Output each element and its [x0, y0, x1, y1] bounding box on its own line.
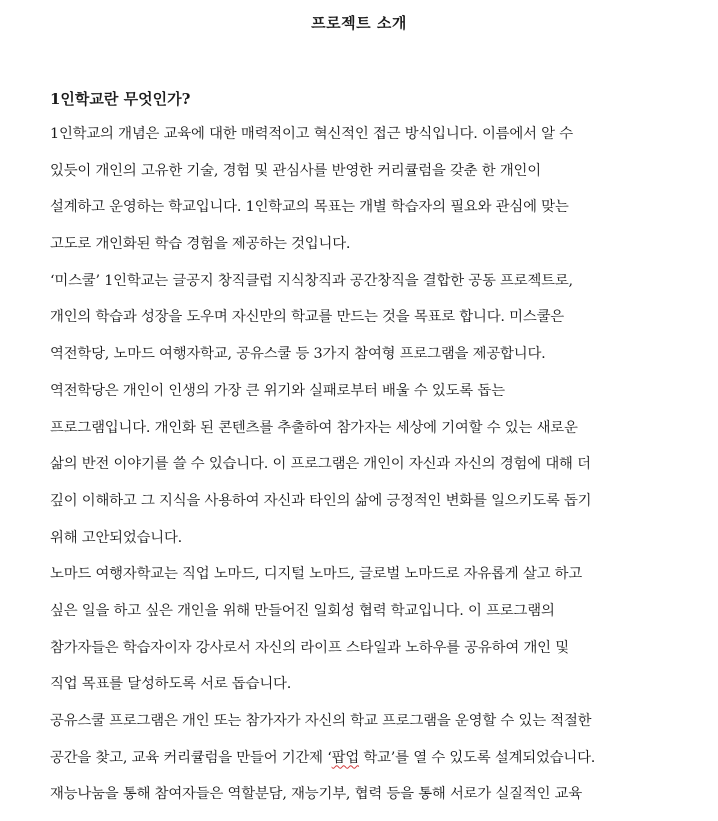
body-text [50, 124, 690, 821]
text-line: 있듯이 개인의 고유한 기술, 경험 및 관심사를 반영한 커리큘럼을 갖춘 한 개인이 [50, 162, 541, 179]
text-line: 참가자들은 학습자이자 강사로서 자신의 라이프 스타일과 노하우를 공유하여 개인 및 [50, 639, 569, 656]
text-line: 위해 고안되었습니다. [50, 529, 183, 546]
section-heading: 1인학교란 무엇인가? [50, 90, 191, 108]
text-line: 깊이 이해하고 그 지식을 사용하여 자신과 타인의 삶에 긍정적인 변화를 일으키도록 돕기 [50, 492, 592, 509]
text-line: 싶은 일을 하고 싶은 개인을 위해 만들어진 일회성 협력 학교입니다. 이 프로그램의 [50, 602, 555, 619]
text-line: 역전학당, 노마드 여행자학교, 공유스쿨 등 3가지 참여형 프로그램을 제공합니다. [50, 346, 546, 363]
text-line: ‘미스쿨’ 1인학교는 글공지 창직클럽 지식창직과 공간창직을 결합한 공동 프로젝트로, [50, 272, 573, 289]
text-line-with-spellcheck [50, 748, 690, 785]
text-segment: 공간을 찾고, 교육 커리큘럼을 만들어 기간제 ‘ [50, 749, 332, 766]
document-title: 프로젝트 소개 [311, 14, 407, 32]
spellcheck-flagged-word[interactable]: 팝업 [331, 749, 360, 766]
text-segment: 학교’를 열 수 있도록 설계되었습니다. [359, 749, 596, 766]
text-line: 프로그램입니다. 개인화 된 콘텐츠를 추출하여 참가자는 세상에 기여할 수 있는 새로운 [50, 419, 578, 436]
text-line: 공유스쿨 프로그램은 개인 또는 참가자가 자신의 학교 프로그램을 운영할 수 있는 적절한 [50, 713, 592, 729]
text-line: 1인학교의 개념은 교육에 대한 매력적이고 혁신적인 접근 방식입니다. 이름에서 알 수 [50, 126, 573, 142]
text-line: 노마드 여행자학교는 직업 노마드, 디지털 노마드, 글로벌 노마드로 자유롭게 살고 하고 [50, 566, 583, 583]
text-line: 개인의 학습과 성장을 도우며 자신만의 학교를 만드는 것을 목표로 합니다. 미스쿨은 [50, 309, 564, 326]
text-line: 직업 목표를 달성하도록 서로 돕습니다. [50, 676, 292, 693]
text-line: 역전학당은 개인이 인생의 가장 큰 위기와 실패로부터 배울 수 있도록 돕는 [50, 382, 505, 399]
text-line: 재능나눔을 통해 참여자들은 역할분담, 재능기부, 협력 등을 통해 서로가 실질적인 교육 [50, 786, 583, 803]
text-line: 삶의 반전 이야기를 쓸 수 있습니다. 이 프로그램은 개인이 자신과 자신의 경험에 대해 더 [50, 456, 591, 473]
text-line: 설계하고 운영하는 학교입니다. 1인학교의 목표는 개별 학습자의 필요와 관심에 맞는 [50, 199, 569, 216]
text-line: 고도로 개인화된 학습 경험을 제공하는 것입니다. [50, 236, 351, 253]
